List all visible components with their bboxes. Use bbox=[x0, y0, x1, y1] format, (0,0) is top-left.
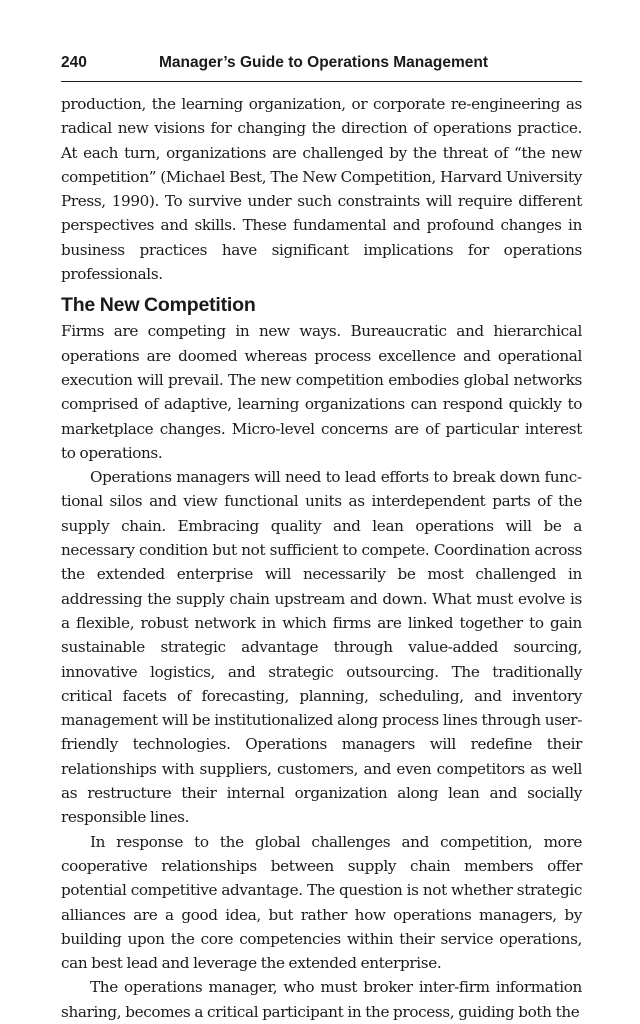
book-title: Manager’s Guide to Operations Management bbox=[159, 54, 489, 71]
book-page bbox=[61, 54, 582, 1024]
running-header bbox=[61, 54, 582, 82]
paragraph-operations-manager-role: The operations manager, who must broker inter-firm information sharing, becomes a critical participant in the process, guiding both the bbox=[61, 978, 582, 1021]
paragraph-new-competition: Firms are competing in new ways. Bureaucratic and hierarchical operations are doomed whereas process excellence and operational execution will prevail. The new competition embodies global networks comprised of adaptive, learning organizations can respond quickly to marketplace changes. Micro-level concerns are of particular interest to operations. bbox=[61, 322, 582, 462]
page-number: 240 bbox=[61, 54, 87, 71]
page-body bbox=[61, 92, 582, 1024]
section-heading: The New Competition bbox=[61, 294, 256, 317]
opening-paragraph: production, the learning organization, or corporate re-engineering as radical new visions for changing the direction of operations practice. At each turn, organizations are challenged by the threat of “the new competition” (Michael Best, The New Competition, Harvard University Press, 1990). To survive under such constraints will require different perspectives and skills. These fundamental and profound changes in business practices have significant implications for operations professionals. bbox=[61, 95, 582, 284]
paragraph-operations-managers: Operations managers will need to lead efforts to break down functional silos and view functional units as interdependent parts of the supply chain. Embracing quality and lean operations will be a necessary condition but not sufficient to compete. Coordination across the extended enterprise will necessarily be most challenged in addressing the supply chain upstream and down. What must evolve is a flexible, robust network in which firms are linked together to gain sustainable strategic advantage through value-added sourcing, innovative logistics, and strategic outsourcing. The traditionally critical facets of forecasting, planning, scheduling, and inventory management will be institutionalized along process lines through user-friendly technologies. Operations managers will redefine their relationships with suppliers, customers, and even competitors as well as restructure their internal organization along lean and socially responsible lines. bbox=[61, 468, 582, 827]
paragraph-global-challenges: In response to the global challenges and competition, more cooperative relationships between supply chain members offer potential competitive advantage. The question is not whether strategic alliances are a good idea, but rather how operations managers, by building upon the core competencies within their service operations, can best lead and leverage the extended enterprise. bbox=[61, 832, 582, 973]
